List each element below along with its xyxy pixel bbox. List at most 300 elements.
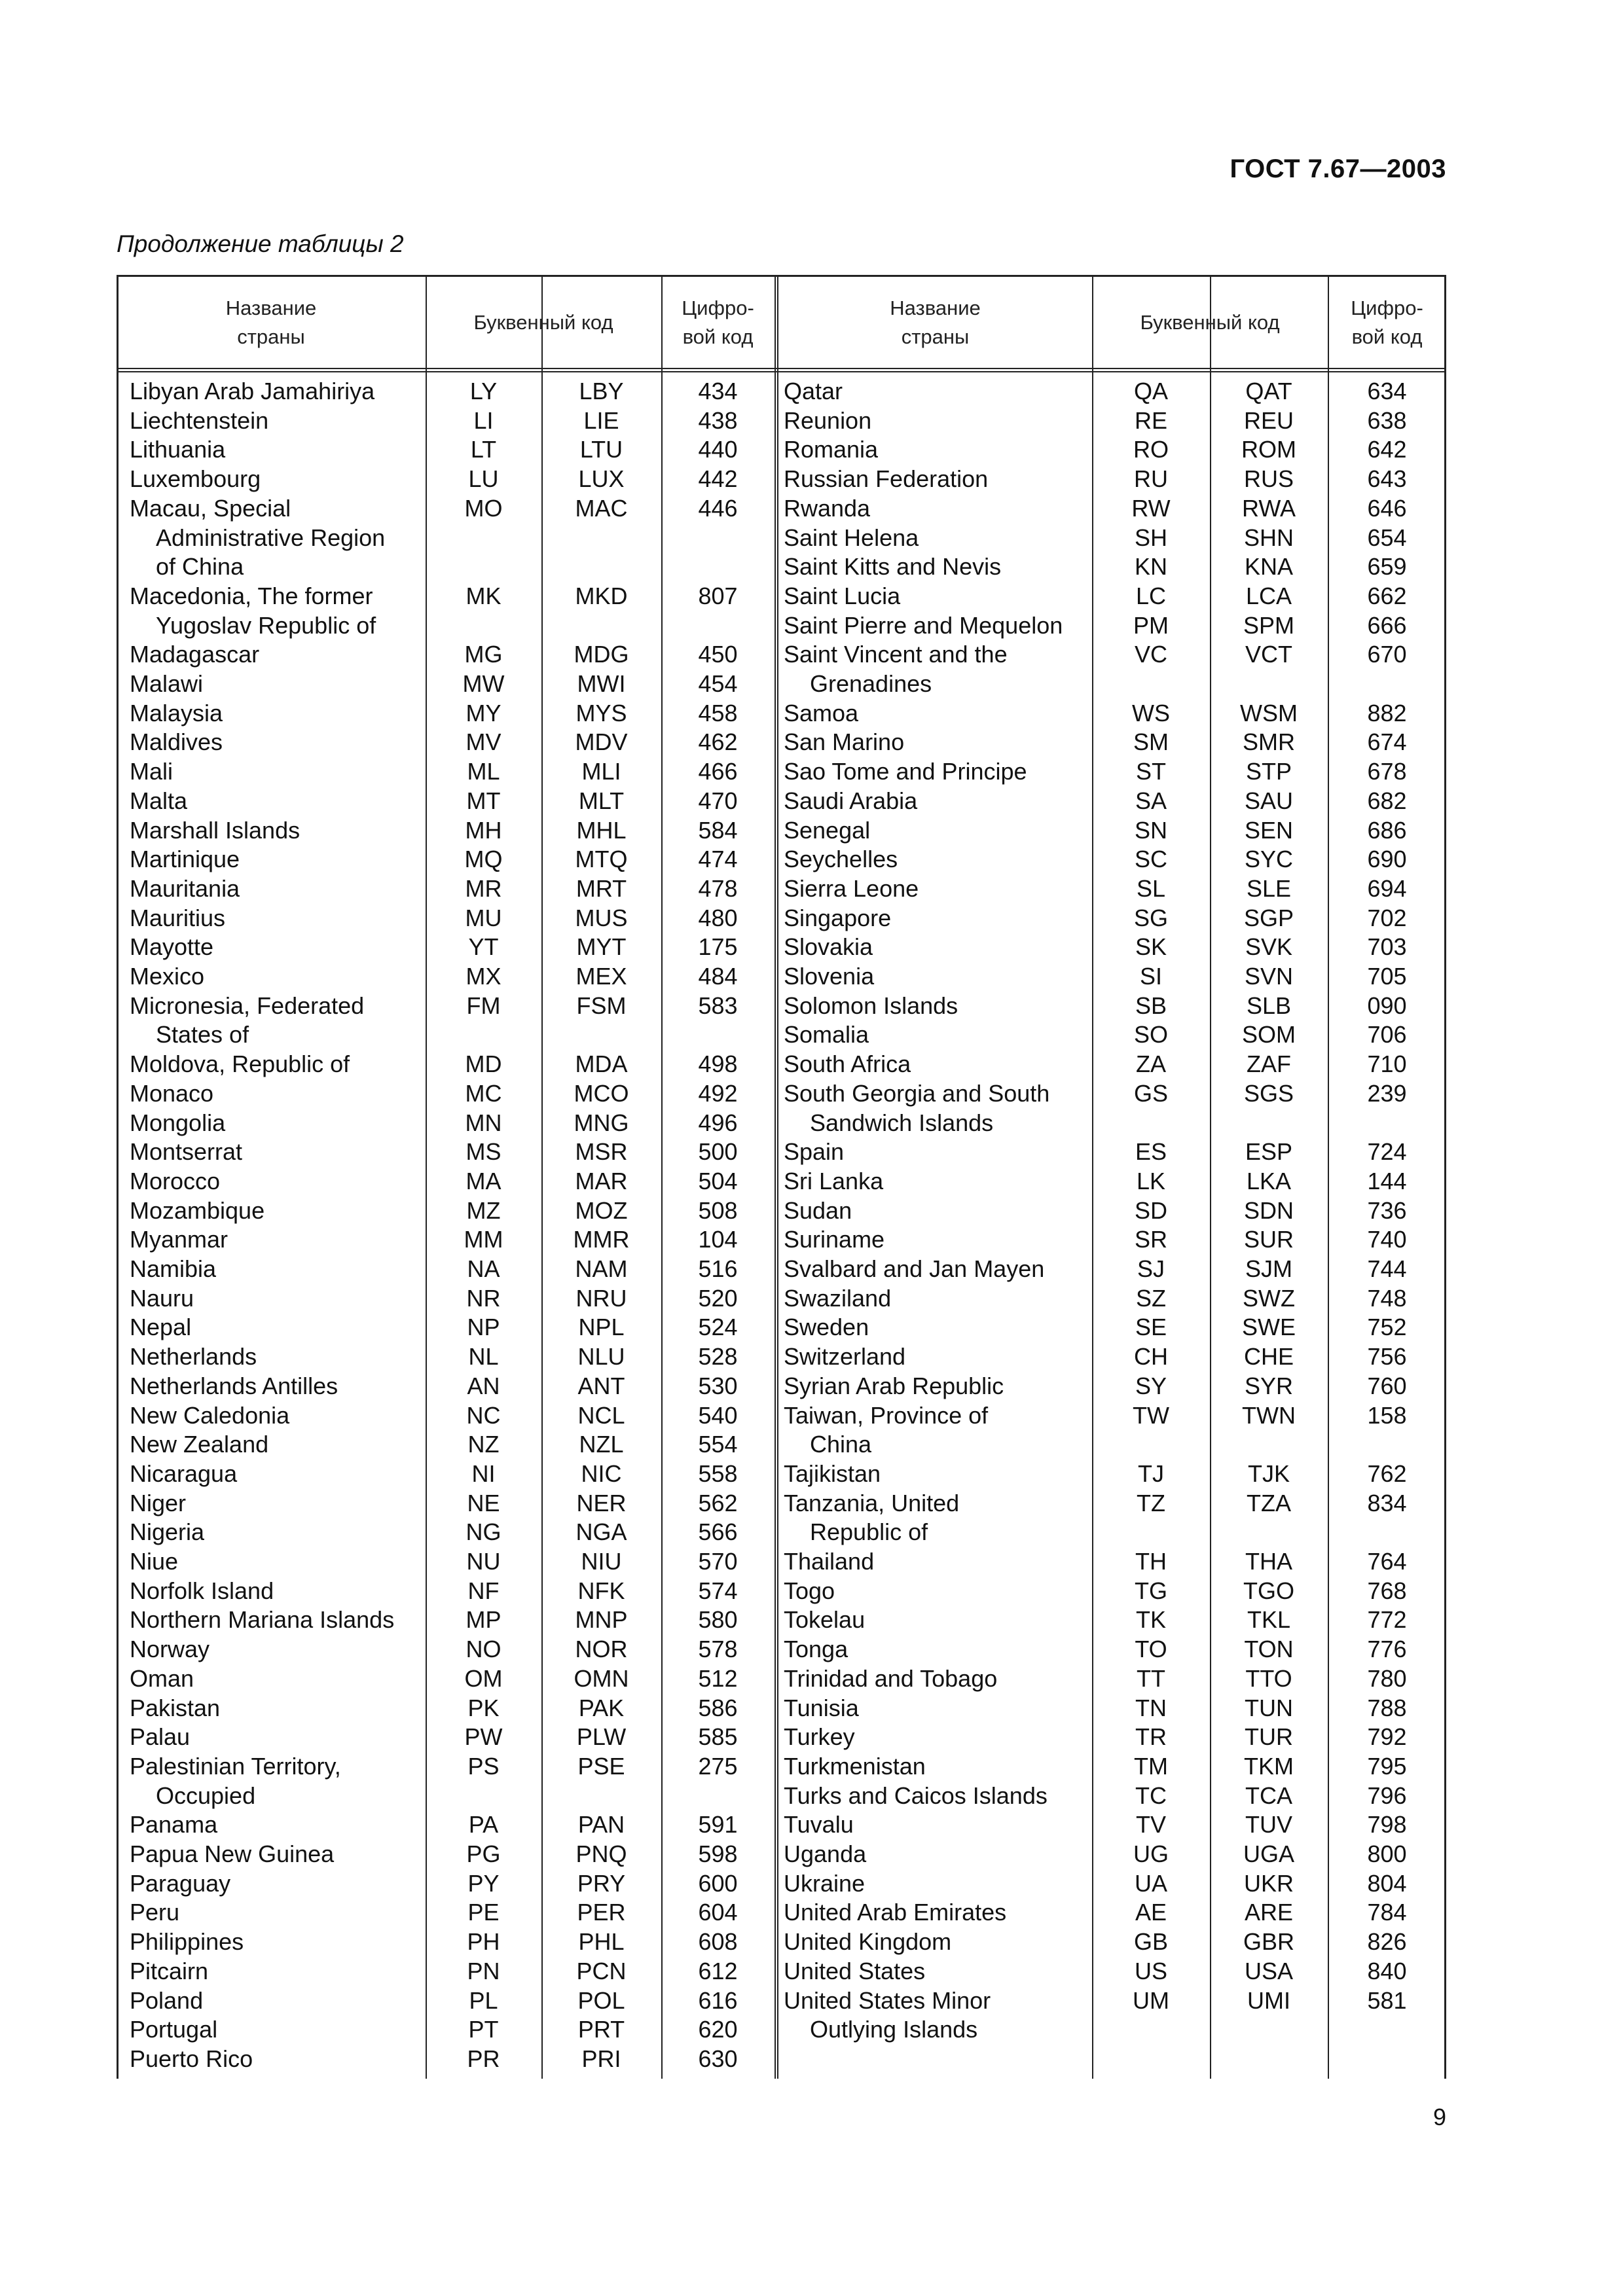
country-name: Saint Vincent and the	[784, 641, 1008, 668]
table-row	[0, 1401, 1623, 1431]
alpha3-code: REU	[1243, 406, 1294, 434]
country-name: Uganda	[784, 1840, 867, 1867]
country-name: Northern Mariana Islands	[130, 1606, 395, 1634]
alpha3-code: LTU	[579, 436, 623, 463]
alpha2-code: TT	[1137, 1664, 1165, 1692]
alpha2-code: RU	[1134, 465, 1168, 493]
numeric-code: 446	[698, 494, 738, 522]
alpha2-code: SC	[1134, 846, 1167, 873]
country-name: Montserrat	[130, 1138, 243, 1166]
alpha3-code: MMR	[573, 1226, 630, 1253]
alpha2-code: MH	[465, 816, 502, 844]
numeric-code: 882	[1367, 699, 1407, 726]
numeric-code: 470	[698, 787, 738, 814]
table-row	[0, 2015, 1623, 2045]
alpha3-code: LUX	[578, 465, 625, 493]
numeric-code: 462	[698, 728, 738, 756]
alpha3-code: MDV	[575, 728, 628, 756]
country-name: Maldives	[130, 728, 223, 756]
alpha3-code: ZAF	[1247, 1050, 1291, 1078]
alpha3-code: MUS	[575, 904, 628, 931]
alpha2-code: AN	[467, 1372, 500, 1399]
numeric-code: 144	[1367, 1167, 1407, 1194]
numeric-code: 516	[698, 1255, 738, 1282]
country-name: Tanzania, United	[784, 1489, 960, 1516]
alpha3-code: TZA	[1247, 1489, 1291, 1516]
table-row	[0, 1664, 1623, 1694]
table-row	[0, 787, 1623, 816]
alpha2-code: TG	[1135, 1577, 1167, 1604]
alpha3-code: LIE	[583, 406, 619, 434]
country-name: San Marino	[784, 728, 905, 756]
country-name: China	[810, 1431, 872, 1458]
country-name: Libyan Arab Jamahiriya	[130, 378, 375, 404]
alpha2-code: MU	[465, 904, 502, 931]
alpha2-code: RW	[1131, 494, 1171, 522]
country-name: Malawi	[130, 670, 204, 697]
country-name: Martinique	[130, 846, 240, 873]
country-name: Spain	[784, 1138, 845, 1166]
alpha3-code: SMR	[1243, 728, 1295, 756]
alpha2-code: TC	[1135, 1782, 1167, 1809]
alpha2-code: NC	[466, 1401, 501, 1429]
country-name: Solomon Islands	[784, 992, 958, 1019]
alpha3-code: UGA	[1243, 1840, 1294, 1867]
country-name: Pitcairn	[130, 1957, 209, 1984]
alpha3-code: NZL	[579, 1431, 624, 1458]
alpha3-code: PAN	[577, 1811, 625, 1839]
table-row	[0, 933, 1623, 962]
alpha3-code: PER	[577, 1899, 626, 1926]
alpha3-code: TWN	[1242, 1401, 1296, 1429]
country-name: Saint Pierre and Mequelon	[784, 611, 1063, 639]
alpha2-code: PA	[468, 1811, 499, 1839]
table-row	[0, 582, 1623, 611]
country-name: Micronesia, Federated	[130, 992, 365, 1019]
numeric-code: 580	[698, 1606, 738, 1634]
table-row	[0, 699, 1623, 728]
alpha2-code: SL	[1136, 874, 1166, 902]
numeric-code: 604	[698, 1899, 738, 1926]
numeric-code: 762	[1367, 1460, 1407, 1487]
alpha3-code: LKA	[1246, 1167, 1292, 1194]
numeric-code: 784	[1367, 1899, 1407, 1926]
country-name: Yugoslav Republic of	[156, 611, 376, 639]
numeric-code: 530	[698, 1372, 738, 1399]
alpha3-code: SWZ	[1243, 1284, 1295, 1312]
alpha3-code: NIU	[581, 1548, 622, 1575]
table-row	[0, 377, 1623, 406]
country-name: Morocco	[130, 1167, 221, 1194]
country-name: Pakistan	[130, 1694, 221, 1721]
alpha2-code: PL	[469, 1986, 498, 2014]
country-name: Trinidad and Tobago	[784, 1664, 998, 1692]
alpha3-code: PCN	[576, 1957, 627, 1984]
alpha2-code: PR	[467, 2045, 500, 2072]
numeric-code: 104	[698, 1226, 738, 1253]
table-row	[0, 670, 1623, 699]
alpha3-code: SYR	[1244, 1372, 1294, 1399]
numeric-code: 796	[1367, 1782, 1407, 1809]
table-caption: Продолжение таблицы 2	[117, 230, 404, 257]
country-name: Singapore	[784, 904, 892, 931]
alpha2-code: TM	[1134, 1752, 1168, 1780]
alpha3-code: MAC	[575, 494, 628, 522]
country-name: Palestinian Territory,	[130, 1752, 341, 1780]
alpha2-code: ZA	[1135, 1050, 1166, 1078]
alpha3-code: MNG	[574, 1109, 629, 1136]
alpha2-code: SH	[1134, 524, 1167, 551]
header-label: Цифро- вой код	[1351, 296, 1423, 348]
alpha3-code: TKM	[1244, 1752, 1294, 1780]
table-row	[0, 1898, 1623, 1928]
alpha3-code: RWA	[1241, 494, 1296, 522]
numeric-code: 492	[698, 1079, 738, 1107]
alpha2-code: TO	[1135, 1636, 1167, 1663]
header-country-name-left	[117, 275, 426, 370]
alpha3-code: MWI	[577, 670, 626, 697]
alpha3-code: NLU	[577, 1343, 625, 1371]
alpha2-code: TJ	[1138, 1460, 1164, 1487]
alpha2-code: NI	[471, 1460, 496, 1487]
numeric-code: 458	[698, 699, 738, 726]
table-row	[0, 1284, 1623, 1314]
country-name: Tunisia	[784, 1694, 859, 1721]
alpha2-code: NZ	[467, 1431, 500, 1458]
numeric-code: 744	[1367, 1255, 1407, 1282]
alpha3-code: TCA	[1245, 1782, 1292, 1809]
table-row	[0, 845, 1623, 874]
alpha3-code: SPM	[1243, 611, 1294, 639]
alpha2-code: SJ	[1137, 1255, 1165, 1282]
alpha2-code: ES	[1135, 1138, 1167, 1166]
numeric-code: 646	[1367, 494, 1407, 522]
country-name: Sao Tome and Principe	[784, 758, 1027, 785]
country-name: Peru	[130, 1899, 180, 1926]
numeric-code: 776	[1367, 1636, 1407, 1663]
numeric-code: 760	[1367, 1372, 1407, 1399]
alpha3-code: MRT	[575, 874, 627, 902]
alpha3-code: MHL	[576, 816, 627, 844]
numeric-code: 620	[698, 2016, 738, 2043]
header-numeric-code-left	[661, 275, 775, 370]
alpha3-code: PAK	[578, 1694, 625, 1721]
alpha3-code: SAU	[1244, 787, 1294, 814]
country-name: Mexico	[130, 963, 205, 990]
alpha2-code: SZ	[1135, 1284, 1166, 1312]
alpha2-code: PM	[1133, 611, 1169, 639]
numeric-code: 454	[698, 670, 738, 697]
country-name: Netherlands	[130, 1343, 257, 1371]
numeric-code: 736	[1367, 1196, 1407, 1224]
alpha3-code: NER	[576, 1489, 627, 1516]
alpha2-code: WS	[1132, 699, 1170, 726]
alpha2-code: SD	[1134, 1196, 1167, 1224]
country-name: Sweden	[784, 1314, 869, 1341]
numeric-code: 528	[698, 1343, 738, 1371]
country-name: Myanmar	[130, 1226, 228, 1253]
numeric-code: 780	[1367, 1664, 1407, 1692]
alpha3-code: MTQ	[575, 846, 628, 873]
alpha3-code: MLI	[581, 758, 621, 785]
country-name: Reunion	[784, 406, 872, 434]
alpha2-code: TW	[1133, 1401, 1169, 1429]
alpha3-code: NPL	[578, 1314, 625, 1341]
numeric-code: 795	[1367, 1752, 1407, 1780]
country-name: Slovakia	[784, 933, 873, 961]
numeric-code: 612	[698, 1957, 738, 1984]
country-name: Togo	[784, 1577, 835, 1604]
alpha3-code: TUV	[1245, 1811, 1292, 1839]
numeric-code: 598	[698, 1840, 738, 1867]
numeric-code: 666	[1367, 611, 1407, 639]
alpha2-code: SA	[1135, 787, 1167, 814]
country-name: Tuvalu	[784, 1811, 854, 1839]
table-row	[0, 2045, 1623, 2074]
country-name: Qatar	[784, 378, 843, 404]
alpha2-code: PG	[466, 1840, 501, 1867]
numeric-code: 678	[1367, 758, 1407, 785]
country-name: Nepal	[130, 1314, 192, 1341]
country-name: Occupied	[156, 1782, 256, 1809]
alpha3-code: SYC	[1244, 846, 1294, 873]
alpha3-code: LBY	[579, 378, 624, 404]
numeric-code: 239	[1367, 1079, 1407, 1107]
country-name: of China	[156, 553, 244, 581]
numeric-code: 508	[698, 1196, 738, 1224]
table-row	[0, 1986, 1623, 2016]
table-row	[0, 1605, 1623, 1635]
table-row	[0, 1547, 1623, 1577]
table-row	[0, 904, 1623, 933]
table-row	[0, 962, 1623, 992]
alpha3-code: NOR	[575, 1636, 628, 1663]
table-row	[0, 1752, 1623, 1782]
country-name: Liechtenstein	[130, 406, 269, 434]
alpha2-code: GS	[1133, 1079, 1168, 1107]
country-name: Norway	[130, 1636, 210, 1663]
table-row	[0, 1109, 1623, 1138]
alpha3-code: PLW	[576, 1723, 627, 1751]
alpha3-code: SWE	[1241, 1314, 1296, 1341]
numeric-code: 682	[1367, 787, 1407, 814]
numeric-code: 524	[698, 1314, 738, 1341]
alpha2-code: SR	[1134, 1226, 1167, 1253]
alpha2-code: MK	[465, 582, 501, 609]
country-name: Swaziland	[784, 1284, 892, 1312]
numeric-code: 686	[1367, 816, 1407, 844]
alpha2-code: QA	[1133, 378, 1168, 404]
alpha2-code: MA	[465, 1167, 501, 1194]
country-name: Philippines	[130, 1928, 244, 1956]
table-row	[0, 757, 1623, 787]
alpha2-code: MX	[465, 963, 501, 990]
alpha3-code: THA	[1245, 1548, 1292, 1575]
country-name: Marshall Islands	[130, 816, 301, 844]
alpha3-code: GBR	[1243, 1928, 1294, 1956]
header-alpha-code-right	[1092, 275, 1328, 370]
table-row	[0, 1196, 1623, 1226]
alpha3-code: SHN	[1243, 524, 1294, 551]
alpha2-code: SK	[1135, 933, 1167, 961]
alpha3-code: TUR	[1245, 1723, 1293, 1751]
numeric-code: 562	[698, 1489, 738, 1516]
country-name: Malta	[130, 787, 188, 814]
country-name: Sandwich Islands	[810, 1109, 994, 1136]
alpha3-code: USA	[1244, 1957, 1294, 1984]
alpha2-code: RO	[1133, 436, 1169, 463]
alpha2-code: TR	[1135, 1723, 1167, 1751]
alpha3-code: SVN	[1244, 963, 1294, 990]
table-row	[0, 1225, 1623, 1255]
country-name: Taiwan, Province of	[784, 1401, 989, 1429]
numeric-code: 659	[1367, 553, 1407, 581]
alpha2-code: MW	[462, 670, 505, 697]
table-row	[0, 494, 1623, 524]
country-name: Ukraine	[784, 1869, 866, 1897]
country-name: Nigeria	[130, 1518, 205, 1546]
alpha2-code: SE	[1135, 1314, 1167, 1341]
alpha2-code: NE	[467, 1489, 500, 1516]
table-row	[0, 1050, 1623, 1079]
alpha3-code: MDA	[575, 1050, 628, 1078]
country-name: Panama	[130, 1811, 218, 1839]
numeric-code: 585	[698, 1723, 738, 1751]
alpha3-code: MEX	[575, 963, 627, 990]
alpha3-code: SJM	[1245, 1255, 1292, 1282]
alpha3-code: KNA	[1244, 553, 1294, 581]
numeric-code: 756	[1367, 1343, 1407, 1371]
alpha2-code: SG	[1133, 904, 1168, 931]
numeric-code: 792	[1367, 1723, 1407, 1751]
country-name: Tonga	[784, 1636, 848, 1663]
country-name: Monaco	[130, 1079, 214, 1107]
table-row	[0, 1313, 1623, 1342]
country-name: Luxembourg	[130, 465, 261, 493]
alpha2-code: MV	[465, 728, 501, 756]
table-row	[0, 1342, 1623, 1372]
numeric-code: 175	[698, 933, 738, 961]
numeric-code: 275	[698, 1752, 738, 1780]
alpha3-code: LCA	[1245, 582, 1292, 609]
numeric-code: 662	[1367, 582, 1407, 609]
country-name: Svalbard and Jan Mayen	[784, 1255, 1045, 1282]
header-country-name-right	[778, 275, 1092, 370]
table-row	[0, 1079, 1623, 1109]
alpha2-code: OM	[464, 1664, 503, 1692]
country-name: Russian Federation	[784, 465, 989, 493]
country-name: Sudan	[784, 1196, 852, 1224]
alpha3-code: MOZ	[575, 1196, 628, 1224]
alpha2-code: LU	[468, 465, 499, 493]
country-name: Turks and Caicos Islands	[784, 1782, 1048, 1809]
numeric-code: 710	[1367, 1050, 1407, 1078]
numeric-code: 768	[1367, 1577, 1407, 1604]
country-name: Poland	[130, 1986, 204, 2014]
numeric-code: 438	[698, 406, 738, 434]
country-name: New Zealand	[130, 1431, 269, 1458]
alpha3-code: UMI	[1247, 1986, 1290, 2014]
numeric-code: 504	[698, 1167, 738, 1194]
alpha2-code: TN	[1135, 1694, 1167, 1721]
alpha3-code: PRY	[577, 1869, 626, 1897]
alpha3-code: ARE	[1244, 1899, 1294, 1926]
alpha3-code: UKR	[1243, 1869, 1294, 1897]
country-name: Sierra Leone	[784, 874, 919, 902]
alpha3-code: PSE	[577, 1752, 625, 1780]
table-row	[0, 1255, 1623, 1284]
alpha2-code: MD	[465, 1050, 502, 1078]
alpha2-code: SM	[1133, 728, 1169, 756]
country-name: Administrative Region	[156, 524, 386, 551]
country-name: Senegal	[784, 816, 871, 844]
numeric-code: 800	[1367, 1840, 1407, 1867]
table-row	[0, 1518, 1623, 1547]
country-name: Paraguay	[130, 1869, 231, 1897]
numeric-code: 478	[698, 874, 738, 902]
alpha2-code: MN	[465, 1109, 502, 1136]
alpha3-code: TUN	[1245, 1694, 1293, 1721]
alpha2-code: PK	[467, 1694, 500, 1721]
alpha2-code: MZ	[466, 1196, 501, 1224]
numeric-code: 512	[698, 1664, 738, 1692]
table-row	[0, 1460, 1623, 1489]
numeric-code: 630	[698, 2045, 738, 2072]
country-name: United Arab Emirates	[784, 1899, 1007, 1926]
table-row	[0, 1372, 1623, 1401]
numeric-code: 600	[698, 1869, 738, 1897]
alpha2-code: NU	[466, 1548, 501, 1575]
alpha3-code: TGO	[1243, 1577, 1294, 1604]
alpha2-code: PW	[464, 1723, 503, 1751]
numeric-code: 466	[698, 758, 738, 785]
country-name: Outlying Islands	[810, 2016, 978, 2043]
country-name: Mayotte	[130, 933, 214, 961]
country-name: United States Minor	[784, 1986, 991, 2014]
alpha2-code: NG	[465, 1518, 501, 1546]
numeric-code: 670	[1367, 641, 1407, 668]
numeric-code: 581	[1367, 1986, 1407, 2014]
numeric-code: 480	[698, 904, 738, 931]
table-row	[0, 992, 1623, 1021]
numeric-code: 804	[1367, 1869, 1407, 1897]
country-name: Netherlands Antilles	[130, 1372, 338, 1399]
table-row	[0, 640, 1623, 670]
table-row	[0, 1957, 1623, 1986]
alpha3-code: PRI	[581, 2045, 621, 2072]
numeric-code: 706	[1367, 1021, 1407, 1049]
alpha3-code: STP	[1245, 758, 1292, 785]
country-name: United States	[784, 1957, 926, 1984]
table-row	[0, 1928, 1623, 1957]
country-name: Oman	[130, 1664, 194, 1692]
alpha2-code: MQ	[464, 846, 503, 873]
numeric-code: 740	[1367, 1226, 1407, 1253]
alpha3-code: MNP	[575, 1606, 628, 1634]
numeric-code: 586	[698, 1694, 738, 1721]
numeric-code: 574	[698, 1577, 738, 1604]
alpha3-code: NGA	[575, 1518, 627, 1546]
alpha3-code: TON	[1244, 1636, 1294, 1663]
country-name: Romania	[784, 436, 879, 463]
alpha2-code: PH	[467, 1928, 500, 1956]
country-name: Mozambique	[130, 1196, 265, 1224]
alpha2-code: LI	[473, 406, 494, 434]
country-name: Mauritania	[130, 874, 240, 902]
alpha2-code: FM	[466, 992, 501, 1019]
numeric-code: 654	[1367, 524, 1407, 551]
alpha2-code: TH	[1135, 1548, 1167, 1575]
